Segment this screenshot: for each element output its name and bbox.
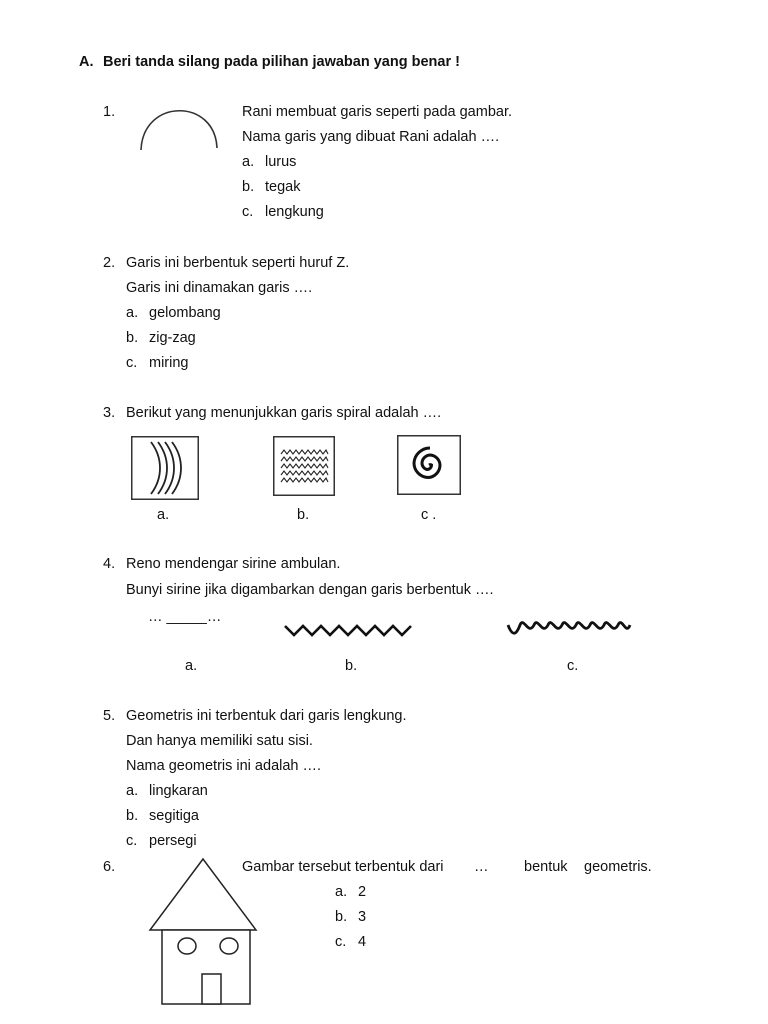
question-1-line-2: Nama garis yang dibuat Rani adalah …. xyxy=(242,129,500,145)
question-1-option-b-letter[interactable]: b. xyxy=(242,179,255,195)
question-1-option-c-letter[interactable]: c. xyxy=(242,204,254,220)
question-6-option-c-letter[interactable]: c. xyxy=(335,934,347,950)
question-1-option-a-text[interactable]: lurus xyxy=(265,154,297,170)
dotted-line-option[interactable]: … _____… xyxy=(148,609,222,625)
question-3-line-1: Berikut yang menunjukkan garis spiral adalah …. xyxy=(126,405,442,421)
question-3-option-a-letter[interactable]: a. xyxy=(157,507,170,523)
question-2-line-1: Garis ini berbentuk seperti huruf Z. xyxy=(126,255,350,271)
question-5-line-3: Nama geometris ini adalah …. xyxy=(126,758,322,774)
question-6-line-2: bentuk xyxy=(524,859,568,875)
question-5-line-2: Dan hanya memiliki satu sisi. xyxy=(126,733,313,749)
question-4-option-b-letter[interactable]: b. xyxy=(345,658,358,674)
question-4-option-c-letter[interactable]: c. xyxy=(567,658,579,674)
question-6-option-a-text[interactable]: 2 xyxy=(358,884,367,900)
question-1-number: 1. xyxy=(103,104,116,120)
house-shape-image xyxy=(148,858,258,1006)
question-5-option-b-text[interactable]: segitiga xyxy=(149,808,199,824)
arc-line-image xyxy=(135,104,225,156)
question-5-number: 5. xyxy=(103,708,116,724)
question-4-number: 4. xyxy=(103,556,116,572)
question-6-option-c-text[interactable]: 4 xyxy=(358,934,367,950)
question-4-line-1: Reno mendengar sirine ambulan. xyxy=(126,556,341,572)
question-2-option-b-letter[interactable]: b. xyxy=(126,330,139,346)
question-6-option-b-letter[interactable]: b. xyxy=(335,909,348,925)
question-5-option-a-letter[interactable]: a. xyxy=(126,783,139,799)
question-6-option-a-letter[interactable]: a. xyxy=(335,884,348,900)
wave-line-image[interactable] xyxy=(506,620,632,638)
question-3-number: 3. xyxy=(103,405,116,421)
question-1-option-c-text[interactable]: lengkung xyxy=(265,204,324,220)
zigzag-lines-box-image[interactable] xyxy=(273,436,335,496)
question-4-option-a-letter[interactable]: a. xyxy=(185,658,198,674)
section-letter: A. xyxy=(79,54,94,70)
question-2-option-c-letter[interactable]: c. xyxy=(126,355,138,371)
question-5-option-b-letter[interactable]: b. xyxy=(126,808,139,824)
question-1-option-a-letter[interactable]: a. xyxy=(242,154,255,170)
question-2-line-2: Garis ini dinamakan garis …. xyxy=(126,280,313,296)
question-6-line-1: Gambar tersebut terbentuk dari xyxy=(242,859,444,875)
question-2-option-b-text[interactable]: zig-zag xyxy=(149,330,196,346)
question-5-line-1: Geometris ini terbentuk dari garis lengkung. xyxy=(126,708,407,724)
question-3-option-c-letter[interactable]: c . xyxy=(421,507,437,523)
section-instruction: Beri tanda silang pada pilihan jawaban yang benar ! xyxy=(103,54,460,70)
question-2-option-c-text[interactable]: miring xyxy=(149,355,189,371)
question-6-line-3: geometris. xyxy=(584,859,652,875)
question-1-line-1: Rani membuat garis seperti pada gambar. xyxy=(242,104,513,120)
question-2-number: 2. xyxy=(103,255,116,271)
question-6-blank: … xyxy=(474,859,489,875)
zigzag-line-image[interactable] xyxy=(284,622,412,638)
question-4-line-2: Bunyi sirine jika digambarkan dengan garis berbentuk …. xyxy=(126,582,494,598)
spiral-box-image[interactable] xyxy=(397,435,461,495)
question-5-option-a-text[interactable]: lingkaran xyxy=(149,783,208,799)
curved-lines-box-image[interactable] xyxy=(131,436,199,500)
question-6-option-b-text[interactable]: 3 xyxy=(358,909,367,925)
question-5-option-c-text[interactable]: persegi xyxy=(149,833,197,849)
question-2-option-a-letter[interactable]: a. xyxy=(126,305,139,321)
question-2-option-a-text[interactable]: gelombang xyxy=(149,305,221,321)
question-6-number: 6. xyxy=(103,859,116,875)
question-3-option-b-letter[interactable]: b. xyxy=(297,507,310,523)
question-1-option-b-text[interactable]: tegak xyxy=(265,179,301,195)
question-5-option-c-letter[interactable]: c. xyxy=(126,833,138,849)
